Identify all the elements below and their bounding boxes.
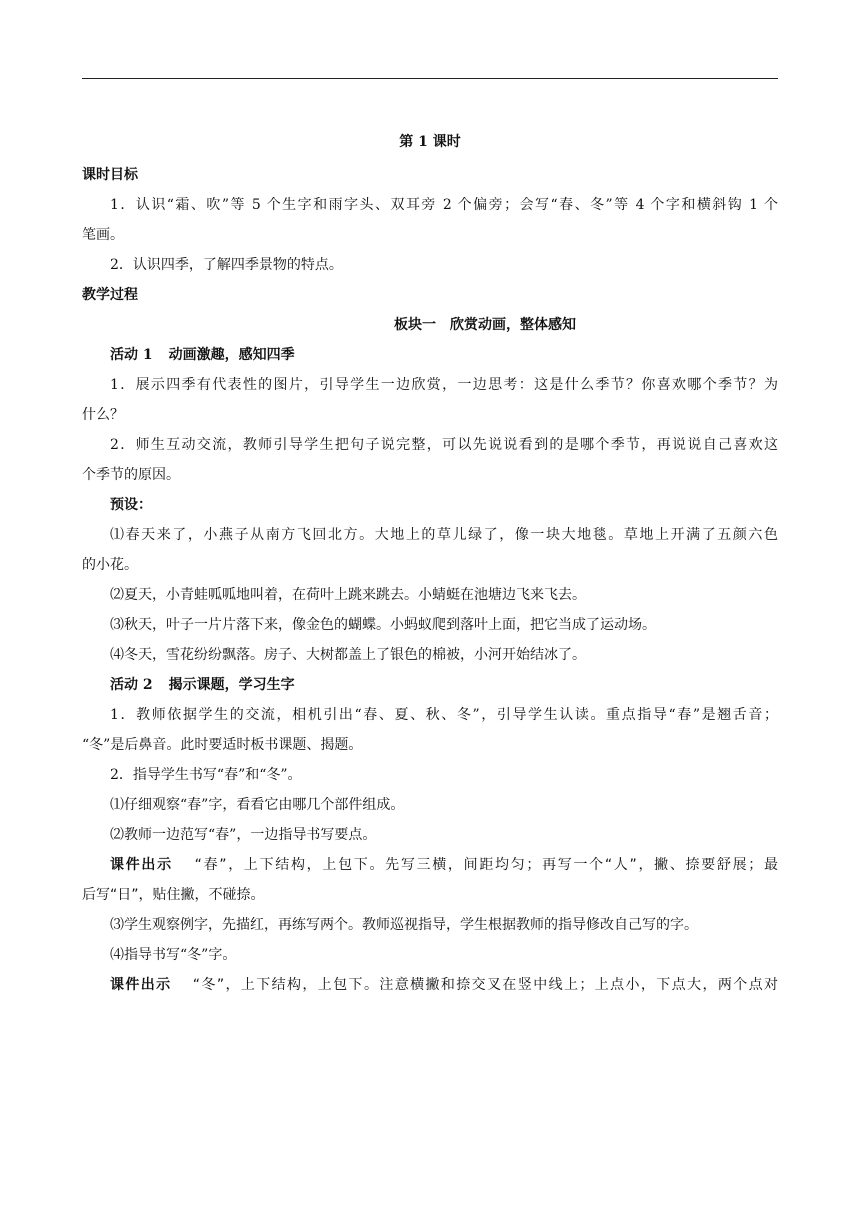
a1p2-line-1: 2．师生互动交流，教师引导学生把句子说完整，可以先说说看到的是哪个季节，再说说自己喜欢这 [110, 437, 778, 453]
courseware-2-label: 课件出示 [110, 977, 172, 993]
a2p1-line-1: 1．教师依据学生的交流，相机引出“春、夏、秋、冬”，引导学生认读。重点指导“春”是翘舌音； [110, 707, 778, 723]
preset-item-2: ⑵夏天，小青蛙呱呱地叫着，在荷叶上跳来跳去。小蜻蜓在池塘边飞来飞去。 [110, 587, 586, 603]
activity-1-paragraph-2 [82, 430, 778, 490]
courseware-1-label: 课件出示 [110, 857, 173, 873]
preset-label: 预设： [110, 497, 152, 513]
activity-2-paragraph-1 [82, 700, 778, 760]
objectives-heading: 课时目标 [82, 167, 138, 183]
objective-1-line-2: 笔画。 [82, 227, 124, 243]
activity-1-title: 动画激趣，感知四季 [168, 347, 295, 363]
a1p2-line-2: 个季节的原因。 [82, 467, 180, 483]
process-heading: 教学过程 [82, 287, 138, 303]
objective-item-2: 2．认识四季，了解四季景物的特点。 [110, 257, 343, 273]
a1p1-line-2: 什么？ [82, 407, 124, 423]
courseware-1 [82, 850, 778, 910]
preset-item-3: ⑶秋天，叶子一片片落下来，像金色的蝴蝶。小蚂蚁爬到落叶上面，把它当成了运动场。 [110, 617, 656, 633]
activity-2-paragraph-2: 2．指导学生书写“春”和“冬”。 [110, 767, 302, 783]
objective-1-line-1: 1．认识“霜、吹”等 5 个生字和雨字头、双耳旁 2 个偏旁；会写“春、冬”等 4 个字和横斜钩 1 个 [110, 197, 778, 213]
preset-1-line-1: ⑴春天来了，小燕子从南方飞回北方。大地上的草儿绿了，像一块大地毯。草地上开满了五颜六色 [110, 527, 778, 543]
preset-1-line-2: 的小花。 [82, 557, 138, 573]
courseware-2 [82, 970, 778, 1000]
activity-2-step-3: ⑶学生观察例字，先描红，再练写两个。教师巡视指导，学生根据教师的指导修改自己写的字。 [110, 917, 698, 933]
header-rule [82, 78, 778, 79]
activity-2-heading [82, 670, 778, 700]
a2p1-line-2: “冬”是后鼻音。此时要适时板书课题、揭题。 [82, 737, 363, 753]
courseware-2-line-1 [82, 970, 778, 1000]
courseware-1-line-1 [82, 850, 778, 880]
activity-2-step-2: ⑵教师一边范写“春”，一边指导书写要点。 [110, 827, 377, 843]
courseware-1-line-2: 后写“日”，贴住撇，不碰捺。 [82, 887, 265, 903]
activity-2-title: 揭示课题，学习生字 [168, 677, 295, 693]
activity-1-heading [82, 340, 778, 370]
lesson-title: 第 1 课时 [399, 134, 461, 150]
preset-item-4: ⑷冬天，雪花纷纷飘落。房子、大树都盖上了银色的棉被，小河开始结冰了。 [110, 647, 586, 663]
document-body [82, 128, 778, 1000]
objective-item-1 [82, 190, 778, 250]
activity-2-label: 活动 2 [110, 677, 153, 693]
block-title: 板块一 欣赏动画，整体感知 [394, 317, 576, 333]
activity-1-label: 活动 1 [110, 347, 153, 363]
activity-2-step-4: ⑷指导书写“冬”字。 [110, 947, 237, 963]
a1p1-line-1: 1．展示四季有代表性的图片，引导学生一边欣赏，一边思考：这是什么季节？你喜欢哪个季节？为 [110, 377, 778, 393]
courseware-2-text: “冬”，上下结构，上包下。注意横撇和捺交叉在竖中线上；上点小，下点大，两个点对 [192, 977, 779, 993]
courseware-1-text: “春”，上下结构，上包下。先写三横，间距均匀；再写一个“人”，撇、捺要舒展；最 [194, 857, 779, 873]
activity-1-paragraph-1 [82, 370, 778, 430]
preset-item-1 [82, 520, 778, 580]
activity-2-step-1: ⑴仔细观察“春”字，看看它由哪几个部件组成。 [110, 797, 405, 813]
